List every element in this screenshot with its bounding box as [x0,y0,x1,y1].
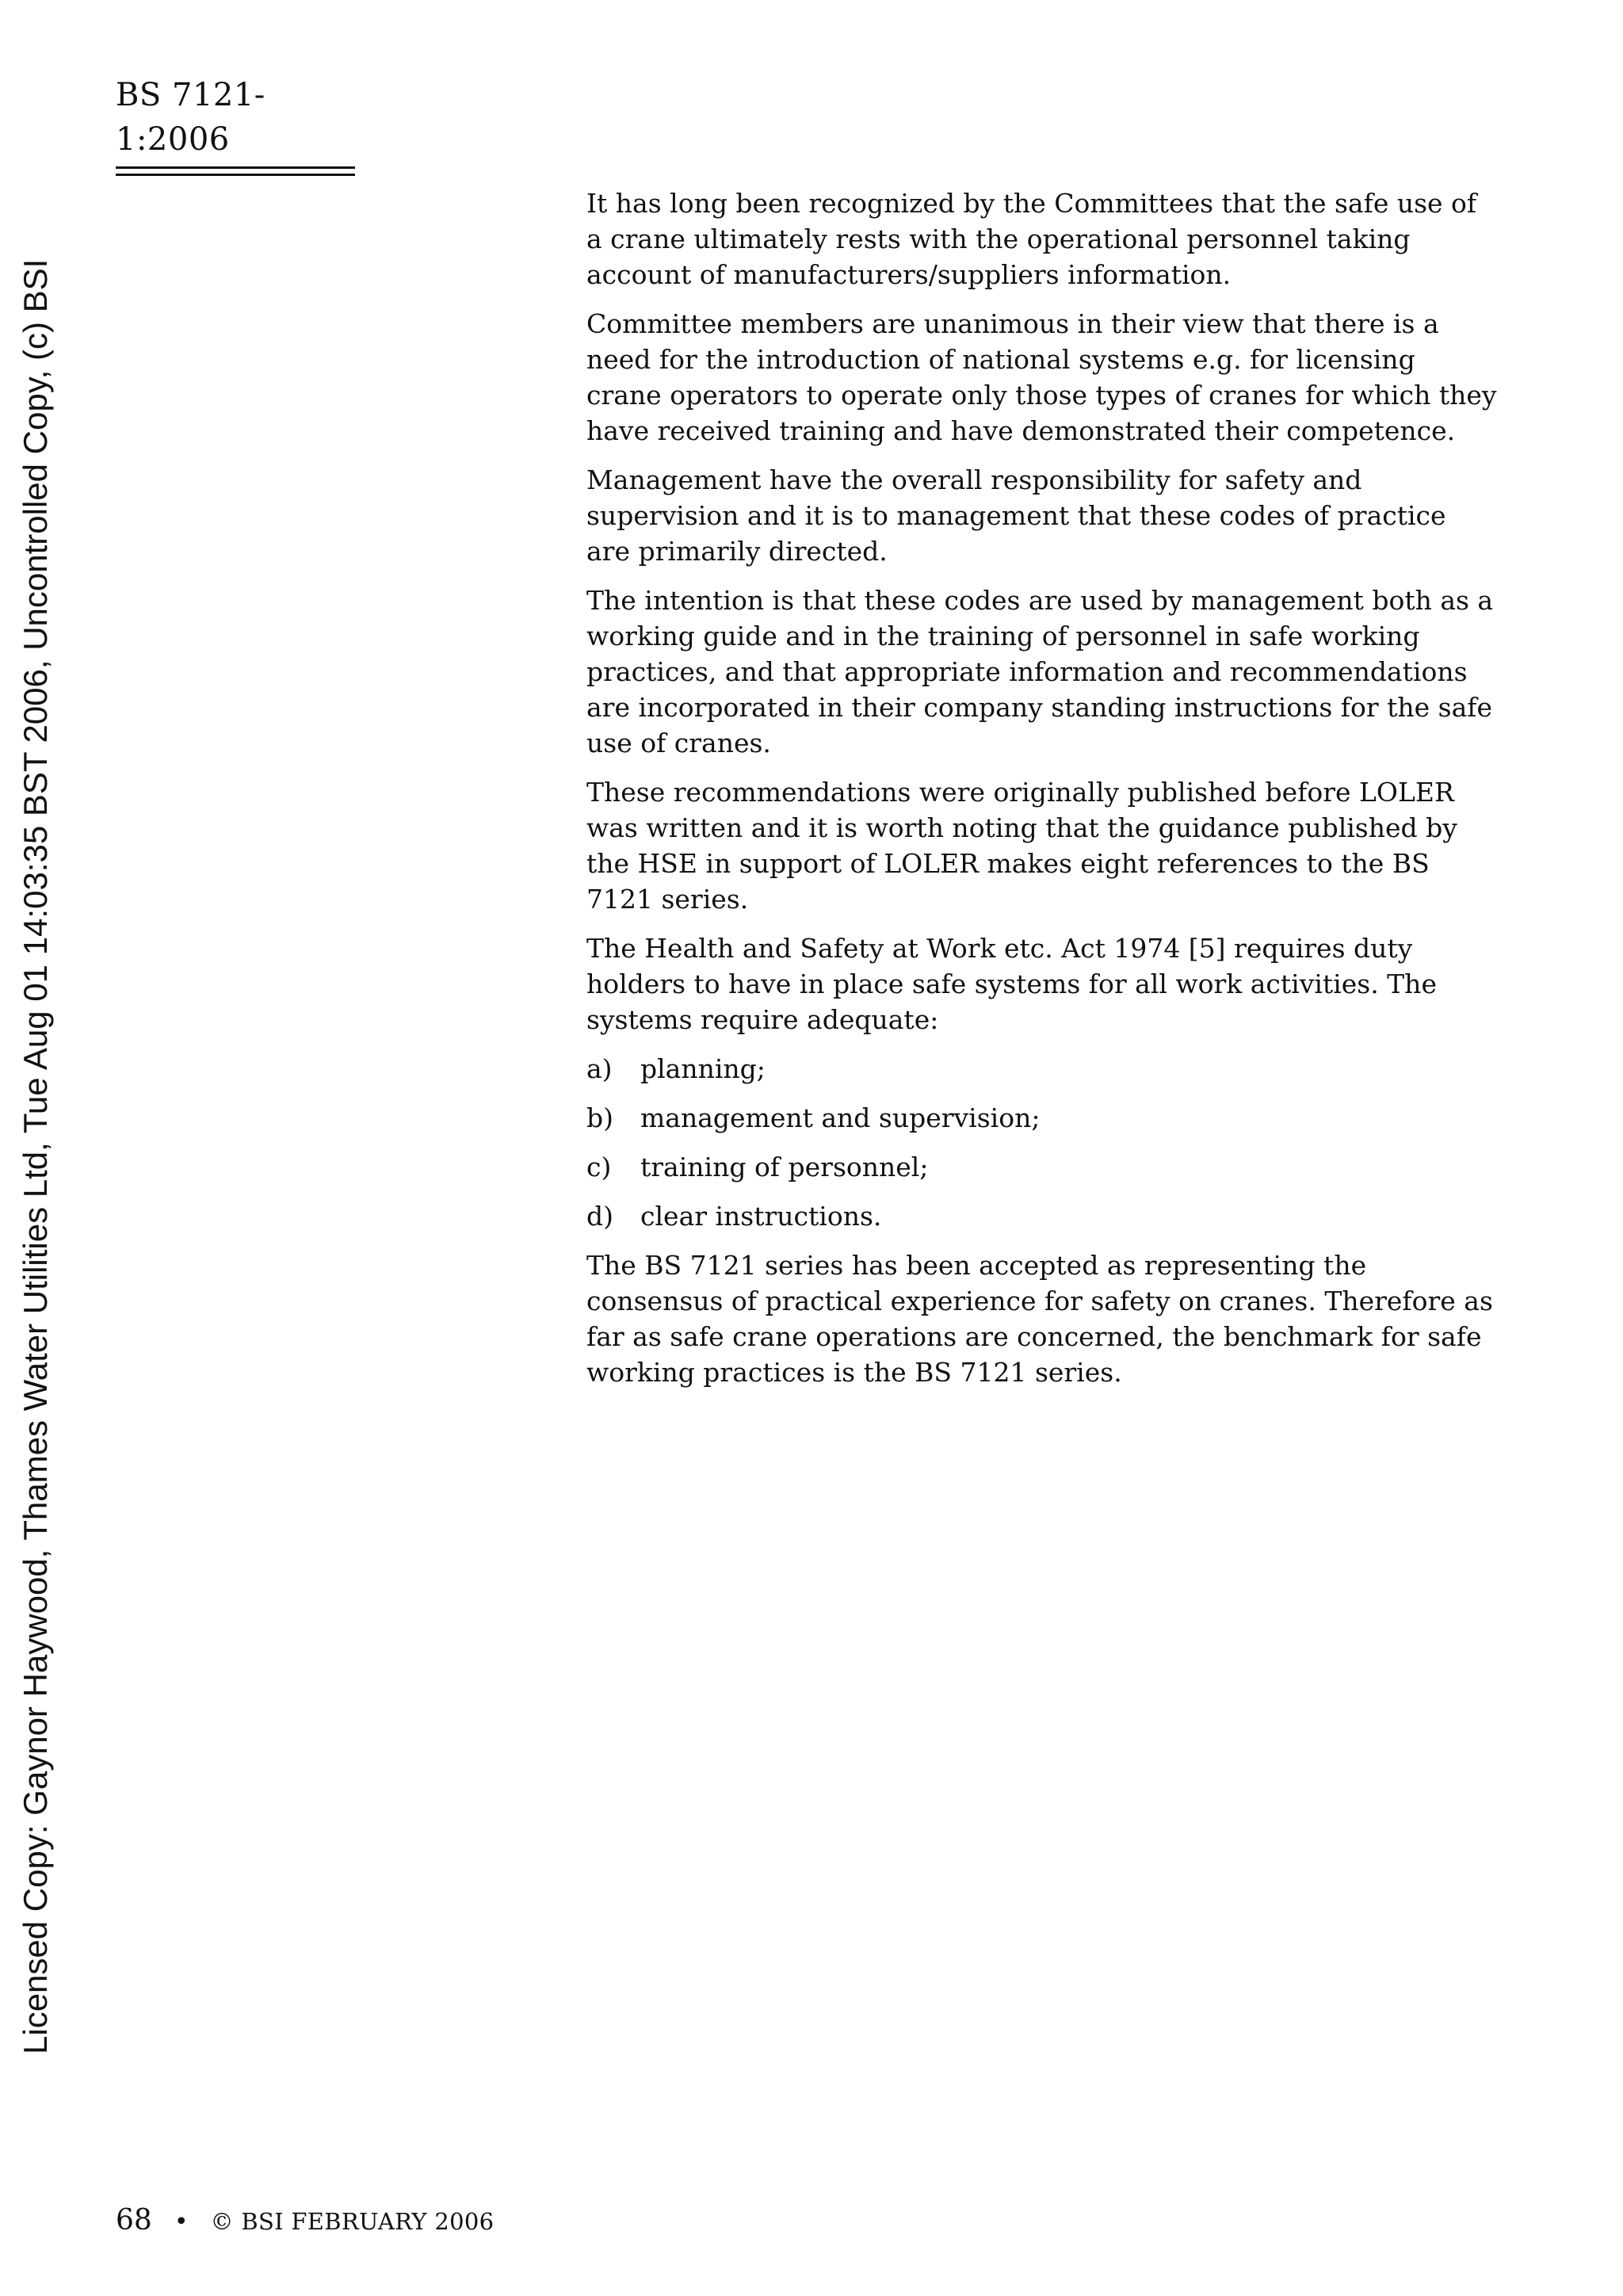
list-marker: c) [586,1152,612,1182]
main-text [586,185,1498,1404]
page-number: 68 [116,2204,152,2237]
list-item-text: training of personnel; [640,1152,929,1182]
paragraph: The Health and Safety at Work etc. Act 1974 [5] requires duty holders to have in place safe systems for all work activities. The systems require adequate: [586,933,1437,1035]
list-item-text: planning; [640,1053,766,1084]
list-item [586,1051,1498,1087]
list-item [586,1149,1498,1185]
header-double-rule [116,166,355,176]
list-marker: d) [586,1201,613,1232]
paragraph: The intention is that these codes are used by management both as a working guide and in the training of personnel in safe working practices, and that appropriate information and recommendations are incorporated in their company standing instructions for the safe use of cranes. [586,585,1494,758]
bullet-separator: • [174,2208,189,2236]
list-marker: b) [586,1102,613,1133]
list-item-text: clear instructions. [640,1201,882,1232]
list-item-text: management and supervision; [640,1102,1041,1133]
copyright-notice: © BSI FEBRUARY 2006 [210,2208,495,2235]
paragraph: It has long been recognized by the Committees that the safe use of a crane ultimately rests with the operational personnel taking account of manufacturers/suppliers information. [586,188,1477,290]
list-item [586,1198,1498,1234]
document-header [116,73,355,176]
requirements-list [586,1051,1498,1234]
paragraph: These recommendations were originally published before LOLER was written and it is worth noting that the guidance published by the HSE in support of LOLER makes eight references to the BS 7121 series. [586,777,1457,915]
list-item [586,1100,1498,1136]
paragraph: Management have the overall responsibility for safety and supervision and it is to management that these codes of practice are primarily directed. [586,464,1446,567]
list-marker: a) [586,1053,613,1084]
page-footer [116,2202,494,2241]
license-watermark: Licensed Copy: Gaynor Haywood, Thames Water Utilities Ltd, Tue Aug 01 14:03:35 BST 2006, Uncontrolled Copy, (c) BSI [17,258,54,2054]
paragraph: Committee members are unanimous in their view that there is a need for the introduction of national systems e.g. for licensing crane operators to operate only those types of cranes for which they have received training and have demonstrated their competence. [586,308,1497,446]
paragraph: The BS 7121 series has been accepted as representing the consensus of practical experience for safety on cranes. Therefore as far as safe crane operations are concerned, the benchmark for safe working practices is the BS 7121 series. [586,1250,1493,1388]
standard-number: BS 7121-1:2006 [116,77,265,158]
